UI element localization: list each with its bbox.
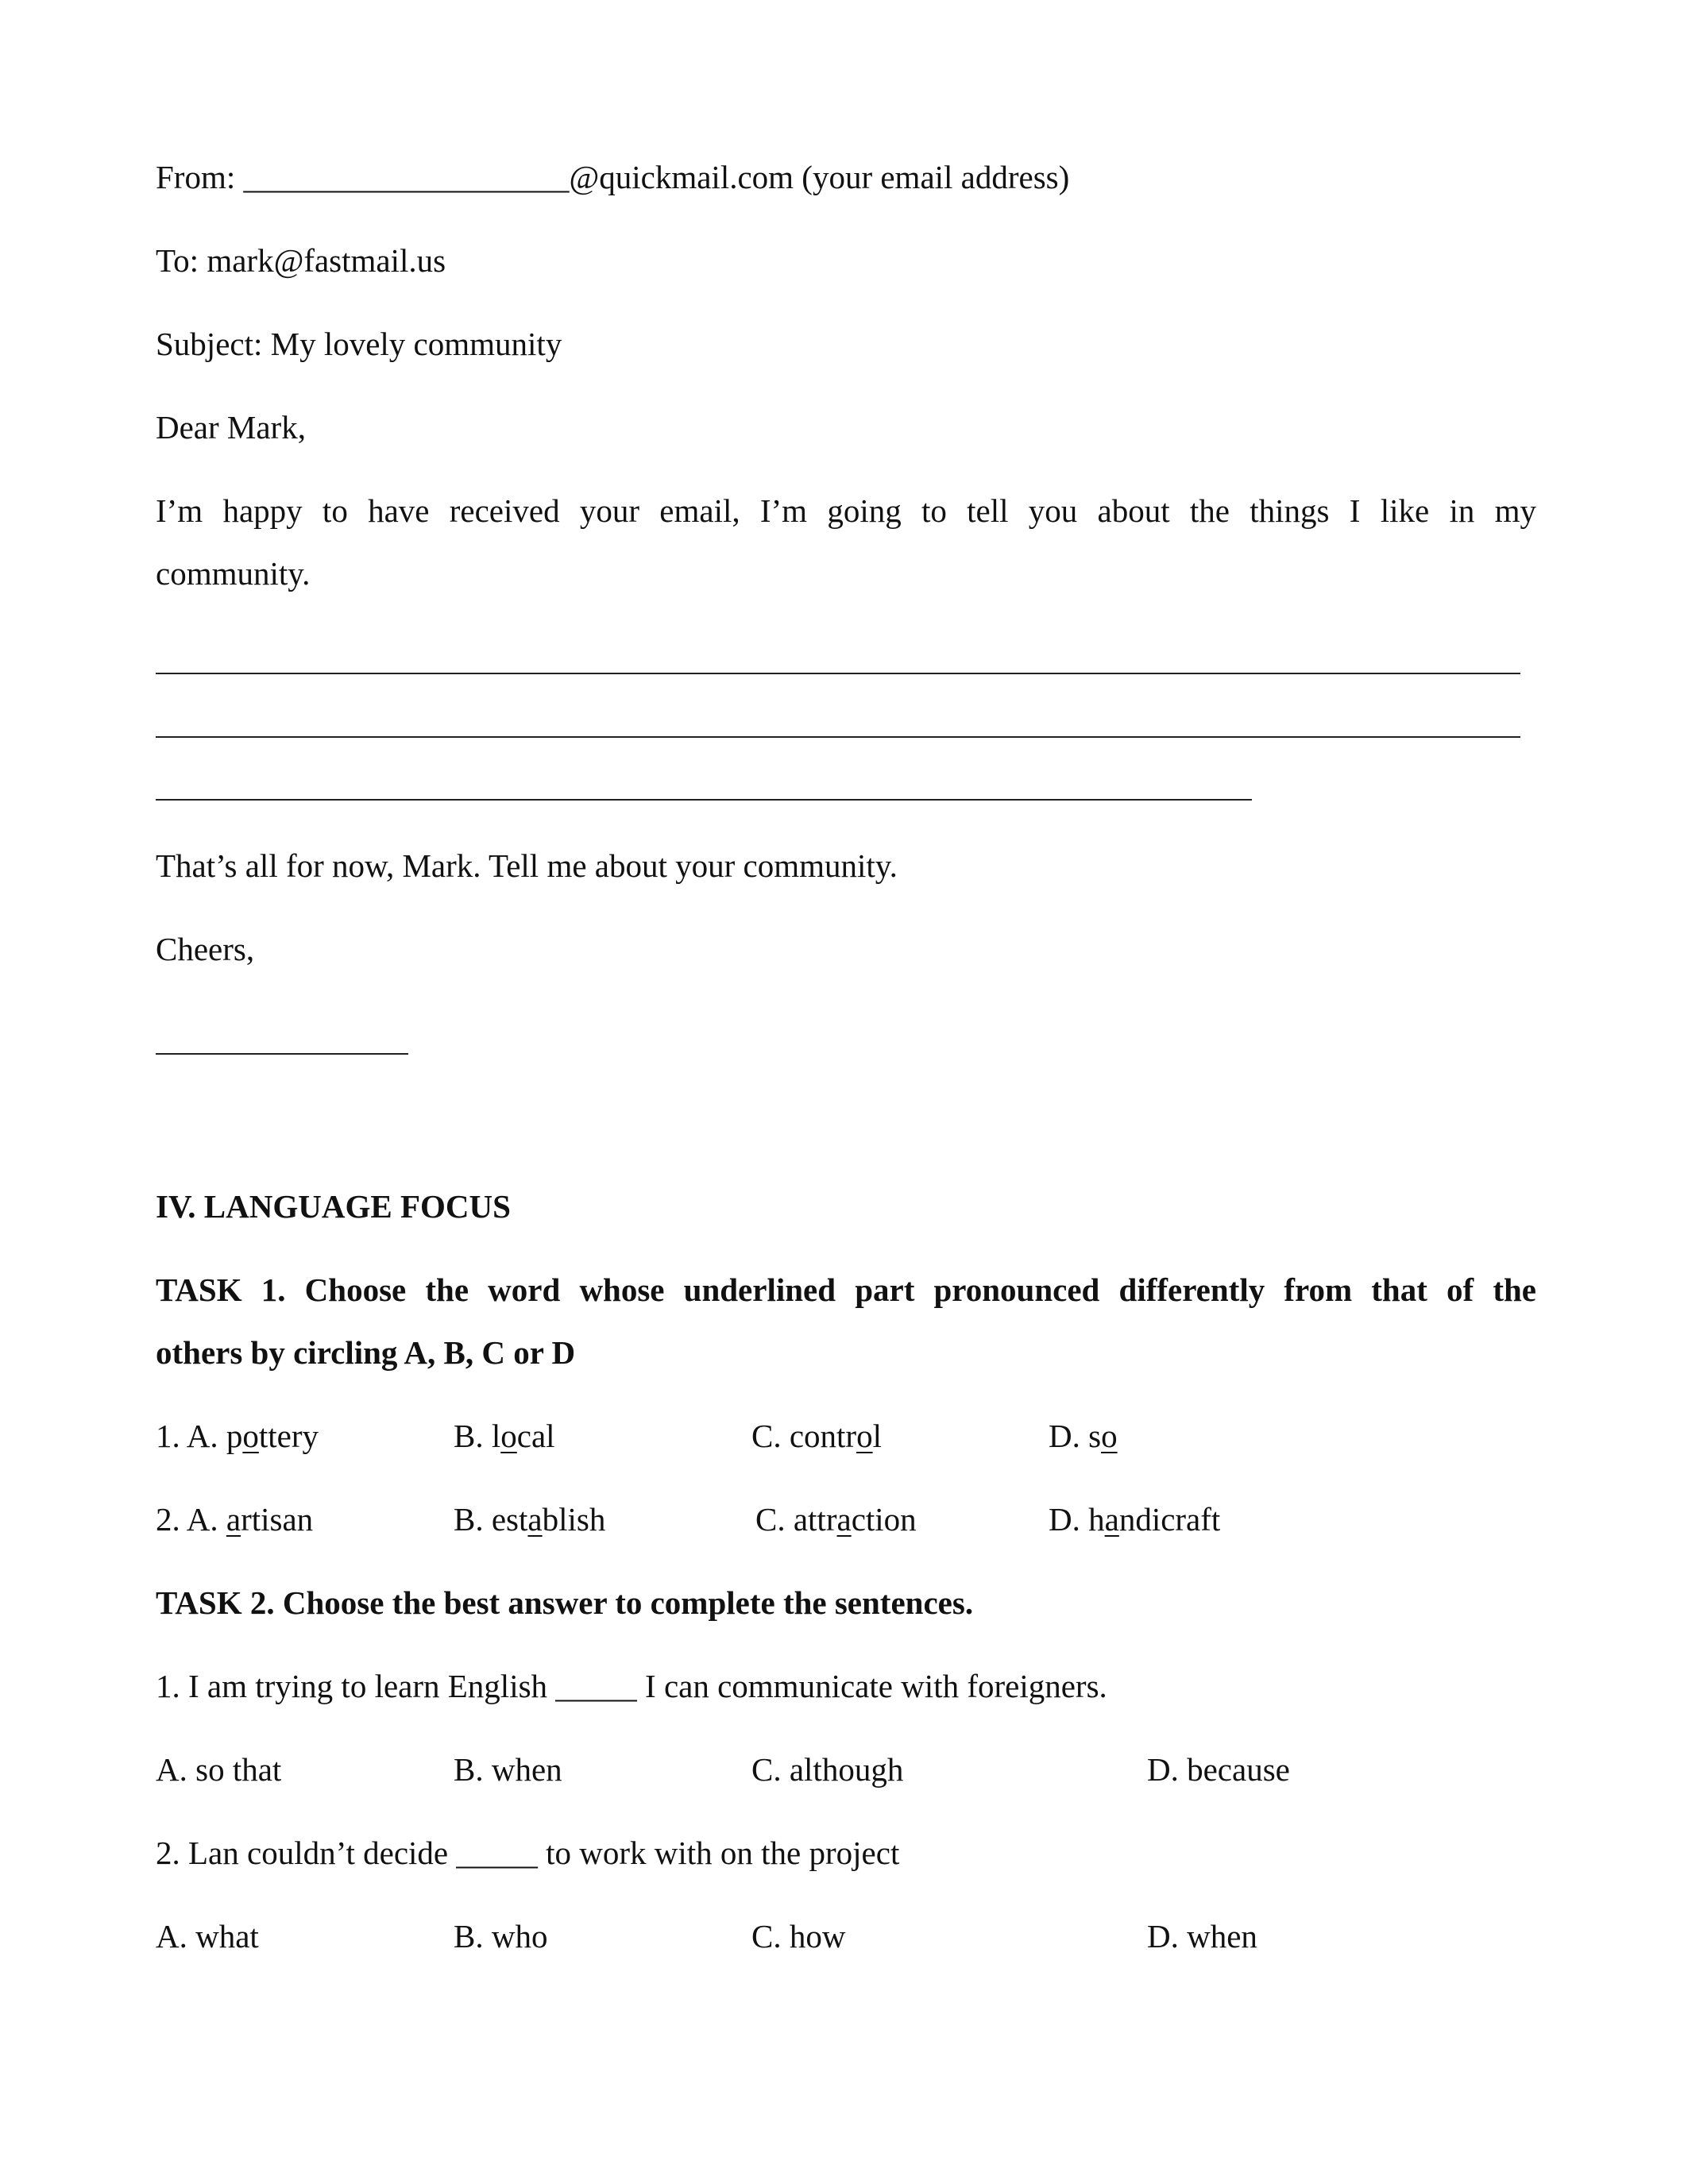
- task2-q2-stem: 2. Lan couldn’t decide _____ to work with on the project: [156, 1835, 900, 1871]
- intro-line-2: community.: [156, 555, 311, 592]
- task2-q1-option-c: C. although: [751, 1751, 904, 1788]
- answer-rule-3: [156, 799, 1252, 801]
- task1-q2-option-d: D. handicraft: [1049, 1501, 1221, 1538]
- from-line: [156, 157, 1069, 197]
- task1-q1-option-a: 1. A. pottery: [156, 1418, 319, 1454]
- task2-q2-option-d: D. when: [1147, 1918, 1257, 1954]
- task2-q1-option-b: B. when: [454, 1751, 562, 1788]
- to-line: To: mark@fastmail.us: [156, 242, 446, 279]
- task1-q1-option-c: C. control: [751, 1418, 882, 1454]
- signoff: Cheers,: [156, 931, 255, 967]
- section-title: IV. LANGUAGE FOCUS: [156, 1188, 511, 1225]
- answer-rule-2: [156, 736, 1520, 738]
- closing-line: That’s all for now, Mark. Tell me about your community.: [156, 847, 898, 884]
- task1-q2-option-c: C. attraction: [755, 1501, 917, 1538]
- task2-q1-option-d: D. because: [1147, 1751, 1290, 1788]
- task1-heading-line-1: TASK 1. Choose the word whose underlined part pronounced differently from that of the: [156, 1271, 1536, 1308]
- answer-rule-1: [156, 673, 1520, 674]
- task1-q1-option-b: B. local: [454, 1418, 555, 1454]
- task1-q1-option-d: D. so: [1049, 1418, 1118, 1454]
- from-label: From:: [156, 159, 236, 195]
- greeting: Dear Mark,: [156, 409, 306, 446]
- intro-line-1: I’m happy to have received your email, I’m going to tell you about the things I like in my: [156, 492, 1536, 529]
- task2-q2-option-b: B. who: [454, 1918, 548, 1954]
- from-domain: @quickmail.com (your email address): [569, 159, 1070, 195]
- task2-heading: TASK 2. Choose the best answer to complete the sentences.: [156, 1584, 974, 1621]
- task1-heading-line-2: others by circling A, B, C or D: [156, 1334, 576, 1371]
- signature-rule: [156, 1053, 408, 1055]
- task1-q2-option-a: 2. A. artisan: [156, 1501, 314, 1538]
- task2-q2-option-c: C. how: [751, 1918, 846, 1954]
- from-blank: ____________________: [243, 159, 570, 195]
- task1-q2-option-b: B. establish: [454, 1501, 606, 1538]
- task2-q1-stem: 1. I am trying to learn English _____ I can communicate with foreigners.: [156, 1668, 1107, 1704]
- task2-q2-option-a: A. what: [156, 1918, 259, 1954]
- task2-q1-option-a: A. so that: [156, 1751, 282, 1788]
- subject-line: Subject: My lovely community: [156, 326, 562, 362]
